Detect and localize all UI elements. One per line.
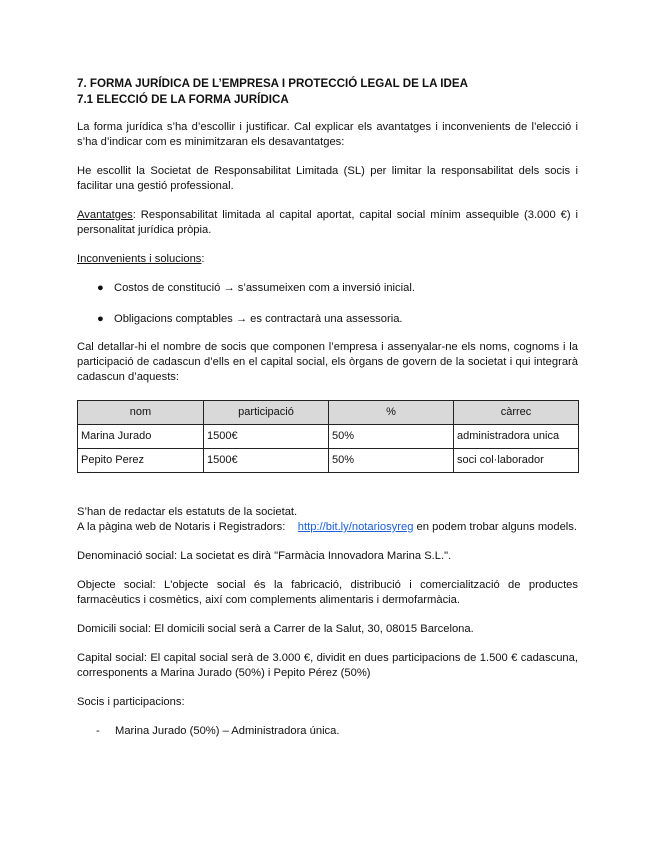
socis-list <box>77 724 578 739</box>
dash-icon: - <box>96 725 100 737</box>
bullet-icon: ● <box>97 282 104 294</box>
statutes-models-paragraph: A la pàgina web de Notaris i Registradors: http://bit.ly/notariosyreg en podem trobar alguns models. <box>77 521 577 533</box>
statutes-line: S’han de redactar els estatuts de la societat. <box>77 506 298 518</box>
table-cell: 1500€ <box>204 449 329 473</box>
table-row <box>78 449 579 473</box>
list-item: ● Obligacions comptables → es contractarà una assessoria. <box>97 313 403 325</box>
table-cell: 50% <box>329 449 454 473</box>
advantages-text: : Responsabilitat limitada al capital aportat, capital social mínim assequible (3.000 €) i personalitat jurídica pròpia. <box>77 209 578 236</box>
notaries-link[interactable]: http://bit.ly/notariosyreg <box>297 521 414 533</box>
partners-paragraph: Cal detallar-hi el nombre de socis que componen l’empresa i assenyalar-ne els noms, cognoms i la participació de cadascun d’ells en el capital social, els òrgans de govern de la societat i qui integrarà cadascun d’aquests: <box>77 341 578 383</box>
drawbacks-heading: Inconvenients i solucions: <box>77 253 205 265</box>
table-cell: soci col·laborador <box>454 449 579 473</box>
advantages-label: Avantatges <box>77 209 133 221</box>
table-cell: Pepito Perez <box>78 449 204 473</box>
denominacio-paragraph: Denominació social: La societat es dirà "Farmàcia Innovadora Marina S.L.". <box>77 550 452 562</box>
table-header: càrrec <box>454 401 579 425</box>
list-item: - Marina Jurado (50%) – Administradora única. <box>96 725 340 737</box>
table-cell: 1500€ <box>204 425 329 449</box>
domicili-paragraph: Domicili social: El domicili social serà a Carrer de la Salut, 30, 08015 Barcelona. <box>77 623 474 635</box>
document-page <box>77 76 578 739</box>
table-header-row <box>78 401 579 425</box>
table-row <box>78 425 579 449</box>
section-title: 7. FORMA JURÍDICA DE L’EMPRESA I PROTECCIÓ LEGAL DE LA IDEA <box>77 77 468 90</box>
table-cell: Marina Jurado <box>78 425 204 449</box>
table-header: % <box>329 401 454 425</box>
intro-paragraph: La forma jurídica s’ha d’escollir i justificar. Cal explicar els avantatges i inconvenients de l’elecció i s’ha d’indicar com es minimitzaran els desavantatges: <box>77 121 578 148</box>
drawbacks-label: Inconvenients i solucions <box>77 253 202 265</box>
table-header: nom <box>78 401 204 425</box>
bullet-icon: ● <box>97 313 104 325</box>
advantages-paragraph <box>77 208 578 238</box>
objecte-paragraph: Objecte social: L'objecte social és la fabricació, distribució i comercialització de productes farmacèutics i cosmètics, així com complements alimentaris i dermofarmàcia. <box>77 579 578 606</box>
table-cell: administradora unica <box>454 425 579 449</box>
capital-paragraph: Capital social: El capital social serà de 3.000 €, dividit en dues participacions de 1.500 € cadascuna, corresponents a Marina Jurado (50%) i Pepito Pérez (50%) <box>77 652 578 679</box>
partners-table <box>77 400 579 473</box>
table-header: participació <box>204 401 329 425</box>
list-item: ● Costos de constitució → s’assumeixen com a inversió inicial. <box>97 282 415 294</box>
choice-paragraph: He escollit la Societat de Responsabilitat Limitada (SL) per limitar la responsabilitat dels socis i facilitar una gestió professional. <box>77 165 578 192</box>
socis-title: Socis i participacions: <box>77 696 185 708</box>
table-cell: 50% <box>329 425 454 449</box>
drawbacks-list <box>77 281 578 327</box>
subsection-title: 7.1 ELECCIÓ DE LA FORMA JURÍDICA <box>77 93 289 106</box>
